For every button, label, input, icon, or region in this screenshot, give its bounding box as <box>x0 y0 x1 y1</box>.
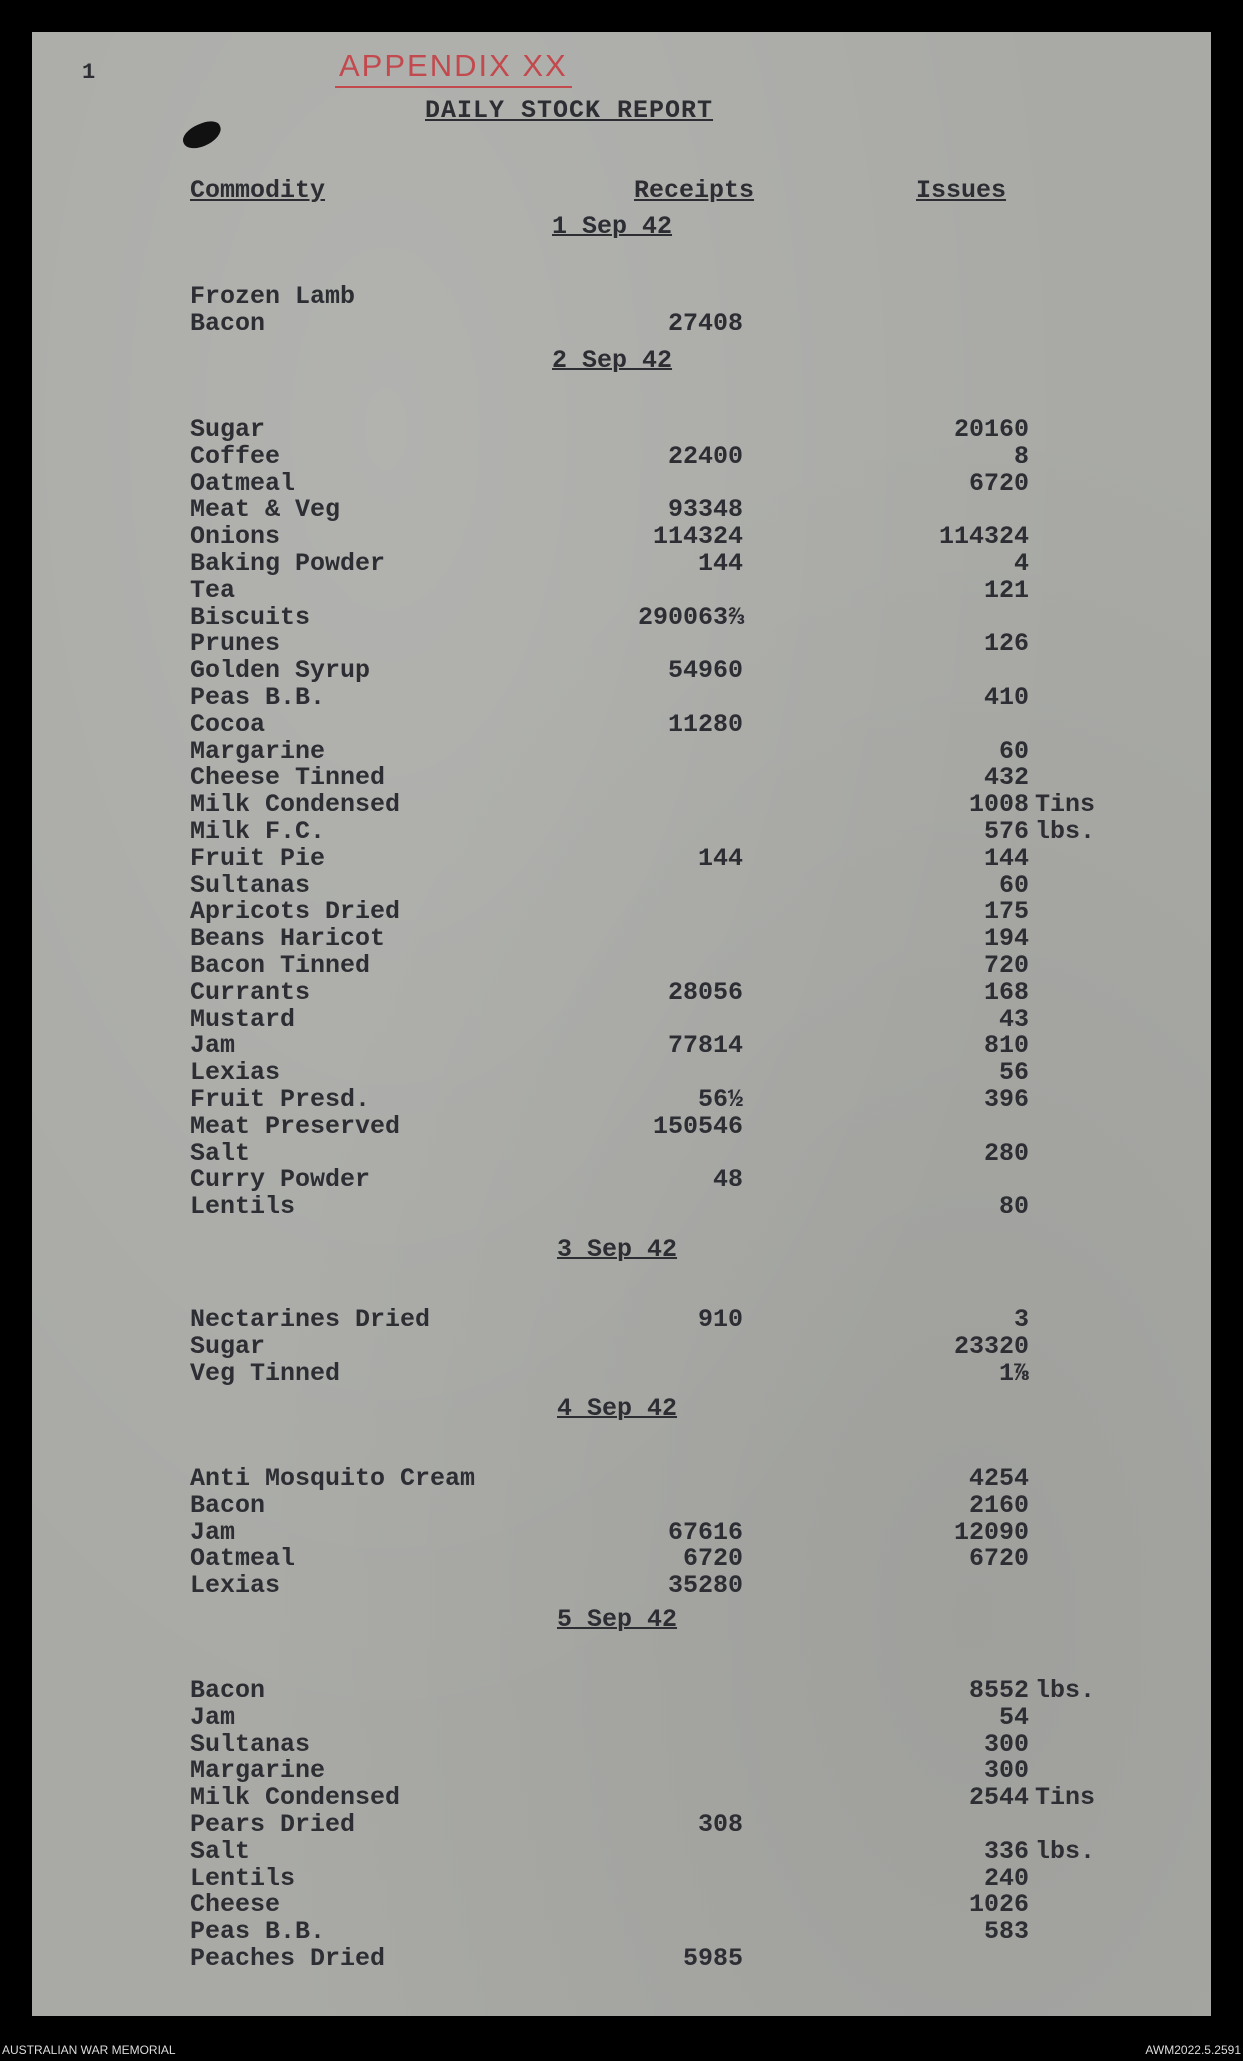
commodity-cell: Cocoa <box>190 709 266 739</box>
commodity-cell: Golden Syrup <box>190 656 371 686</box>
unit-cell: lbs. <box>1035 817 1096 846</box>
commodity-cell: Milk F.C. <box>190 817 326 846</box>
issues-cell: 1⅞ <box>998 1358 1029 1388</box>
date-heading: 3 Sep 42 <box>557 1235 678 1264</box>
issues-cell: 410 <box>983 683 1029 712</box>
issues-cell: 8552 <box>968 1676 1029 1705</box>
commodity-cell: Biscuits <box>190 602 311 632</box>
receipts-cell: 22400 <box>667 441 743 471</box>
commodity-cell: Bacon <box>190 308 266 338</box>
issues-cell: 2544 <box>968 1783 1029 1813</box>
issues-cell: 6720 <box>968 468 1029 498</box>
issues-cell: 168 <box>983 977 1029 1007</box>
issues-cell: 60 <box>998 870 1029 900</box>
column-header-issues: Issues <box>916 176 1007 205</box>
issues-cell: 175 <box>983 897 1029 927</box>
issues-cell: 4 <box>1013 549 1029 578</box>
receipts-cell: 144 <box>697 843 743 873</box>
commodity-cell: Bacon <box>190 1490 266 1520</box>
issues-cell: 20160 <box>953 415 1029 444</box>
commodity-cell: Cheese Tinned <box>190 763 386 793</box>
issues-cell: 336 <box>983 1836 1029 1866</box>
commodity-cell: Peas B.B. <box>190 1917 326 1947</box>
receipts-cell: 28056 <box>667 977 743 1007</box>
unit-cell: Tins <box>1035 1783 1096 1813</box>
issues-cell: 4254 <box>968 1464 1029 1493</box>
receipts-cell: 11280 <box>667 709 743 739</box>
date-heading: 2 Sep 42 <box>552 346 673 375</box>
commodity-cell: Cheese <box>190 1890 281 1920</box>
receipts-cell: 150546 <box>652 1111 743 1141</box>
column-header-receipts: Receipts <box>634 176 755 205</box>
commodity-cell: Salt <box>190 1836 251 1866</box>
commodity-cell: Fruit Presd. <box>190 1085 371 1114</box>
receipts-cell: 54960 <box>667 656 743 686</box>
commodity-cell: Peaches Dried <box>190 1944 386 1973</box>
receipts-cell: 67616 <box>667 1517 743 1547</box>
issues-cell: 2160 <box>968 1490 1029 1520</box>
commodity-cell: Onions <box>190 522 281 552</box>
commodity-cell: Lentils <box>190 1192 296 1222</box>
receipts-cell: 6720 <box>682 1544 743 1574</box>
commodity-cell: Lentils <box>190 1863 296 1893</box>
commodity-cell: Salt <box>190 1138 251 1168</box>
commodity-cell: Meat Preserved <box>190 1111 401 1141</box>
commodity-cell: Anti Mosquito Cream <box>190 1464 476 1493</box>
commodity-cell: Jam <box>190 1031 236 1061</box>
issues-cell: 300 <box>983 1729 1029 1759</box>
commodity-cell: Lexias <box>190 1571 281 1601</box>
commodity-cell: Apricots Dried <box>190 897 401 927</box>
issues-cell: 126 <box>983 629 1029 659</box>
issues-cell: 60 <box>998 736 1029 766</box>
commodity-cell: Tea <box>190 575 236 605</box>
issues-cell: 12090 <box>953 1517 1029 1547</box>
column-header-commodity: Commodity <box>190 176 326 205</box>
commodity-cell: Margarine <box>190 736 326 766</box>
commodity-cell: Sultanas <box>190 870 311 900</box>
commodity-cell: Coffee <box>190 441 281 471</box>
receipts-cell: 93348 <box>667 495 743 525</box>
issues-cell: 6720 <box>968 1544 1029 1574</box>
issues-cell: 194 <box>983 924 1029 954</box>
receipts-cell: 48 <box>712 1165 743 1195</box>
receipts-cell: 114324 <box>652 522 743 552</box>
date-heading: 5 Sep 42 <box>557 1605 678 1634</box>
receipts-cell: 910 <box>697 1305 743 1334</box>
footer-source: AUSTRALIAN WAR MEMORIAL <box>2 2043 176 2057</box>
issues-cell: 144 <box>983 843 1029 873</box>
issues-cell: 80 <box>998 1192 1029 1222</box>
margin-mark: 1 <box>82 60 96 85</box>
issues-cell: 8 <box>1013 441 1029 471</box>
commodity-cell: Pears Dried <box>190 1810 356 1839</box>
commodity-cell: Bacon Tinned <box>190 951 371 980</box>
issues-cell: 576 <box>983 817 1029 846</box>
issues-cell: 583 <box>983 1917 1029 1947</box>
issues-cell: 240 <box>983 1863 1029 1893</box>
receipts-cell: 290063⅔ <box>637 602 743 632</box>
date-heading: 1 Sep 42 <box>552 212 673 241</box>
unit-cell: lbs. <box>1035 1676 1096 1705</box>
issues-cell: 121 <box>983 575 1029 605</box>
issues-cell: 432 <box>983 763 1029 793</box>
commodity-cell: Oatmeal <box>190 1544 296 1574</box>
issues-cell: 396 <box>983 1085 1029 1114</box>
commodity-cell: Oatmeal <box>190 468 296 498</box>
commodity-cell: Margarine <box>190 1756 326 1786</box>
commodity-cell: Frozen Lamb <box>190 282 356 311</box>
issues-cell: 810 <box>983 1031 1029 1061</box>
issues-cell: 54 <box>998 1702 1029 1732</box>
issues-cell: 1026 <box>968 1890 1029 1920</box>
commodity-cell: Meat & Veg <box>190 495 341 525</box>
commodity-cell: Bacon <box>190 1676 266 1705</box>
issues-cell: 43 <box>998 1004 1029 1034</box>
issues-cell: 300 <box>983 1756 1029 1786</box>
commodity-cell: Mustard <box>190 1004 296 1034</box>
receipts-cell: 35280 <box>667 1571 743 1601</box>
unit-cell: lbs. <box>1035 1836 1096 1866</box>
commodity-cell: Jam <box>190 1517 236 1547</box>
commodity-cell: Veg Tinned <box>190 1358 341 1388</box>
receipts-cell: 56½ <box>697 1085 743 1114</box>
commodity-cell: Nectarines Dried <box>190 1305 431 1334</box>
issues-cell: 1008 <box>968 790 1029 820</box>
commodity-cell: Beans Haricot <box>190 924 386 954</box>
receipts-cell: 77814 <box>667 1031 743 1061</box>
commodity-cell: Sultanas <box>190 1729 311 1759</box>
issues-cell: 280 <box>983 1138 1029 1168</box>
commodity-cell: Milk Condensed <box>190 1783 401 1813</box>
footer-reference: AWM2022.5.2591 <box>1145 2043 1241 2057</box>
appendix-annotation: APPENDIX XX <box>335 48 572 88</box>
commodity-cell: Fruit Pie <box>190 843 326 873</box>
report-title: DAILY STOCK REPORT <box>425 96 714 125</box>
punch-hole <box>179 117 224 152</box>
issues-cell: 720 <box>983 951 1029 980</box>
unit-cell: Tins <box>1035 790 1096 820</box>
commodity-cell: Curry Powder <box>190 1165 371 1195</box>
commodity-cell: Lexias <box>190 1058 281 1088</box>
commodity-cell: Jam <box>190 1702 236 1732</box>
commodity-cell: Baking Powder <box>190 549 386 578</box>
issues-cell: 23320 <box>953 1331 1029 1361</box>
commodity-cell: Prunes <box>190 629 281 659</box>
commodity-cell: Peas B.B. <box>190 683 326 712</box>
commodity-cell: Currants <box>190 977 311 1007</box>
issues-cell: 3 <box>1013 1305 1029 1334</box>
commodity-cell: Sugar <box>190 415 266 444</box>
date-heading: 4 Sep 42 <box>557 1394 678 1423</box>
receipts-cell: 144 <box>697 549 743 578</box>
issues-cell: 56 <box>998 1058 1029 1088</box>
receipts-cell: 27408 <box>667 308 743 338</box>
receipts-cell: 308 <box>697 1810 743 1839</box>
issues-cell: 114324 <box>938 522 1029 552</box>
commodity-cell: Sugar <box>190 1331 266 1361</box>
document-page <box>32 32 1211 2016</box>
commodity-cell: Milk Condensed <box>190 790 401 820</box>
receipts-cell: 5985 <box>682 1944 743 1973</box>
